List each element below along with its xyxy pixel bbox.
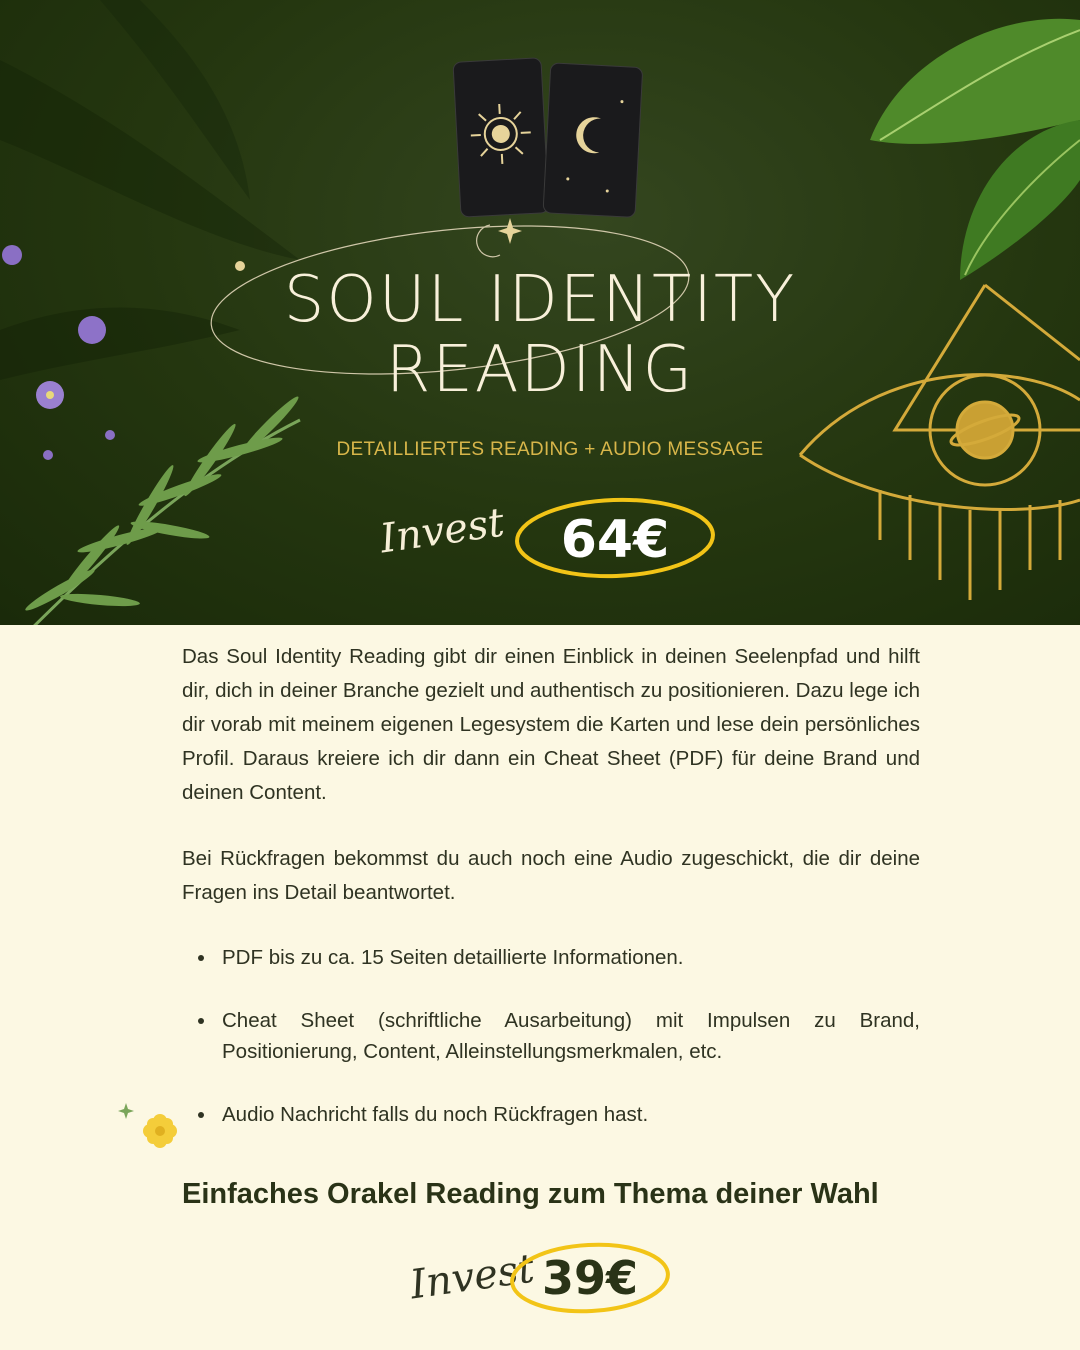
title-line-2: READING: [385, 333, 695, 407]
offer-heading: Einfaches Orakel Reading zum Thema deiner Wahl: [182, 1178, 879, 1210]
leaf-icon: [870, 19, 1080, 280]
subtitle: DETAILLIERTES READING + AUDIO MESSAGE: [336, 439, 764, 460]
description-paragraph-2: Bei Rückfragen bekommst du auch noch eine Audio zugeschickt, die dir deine Fragen ins Detail beantwortet.: [182, 847, 920, 904]
tarot-sun-card-icon: [453, 58, 549, 217]
hero-banner: [0, 0, 1080, 625]
description: [182, 640, 920, 1162]
invest-label-2: Invest: [407, 1245, 538, 1309]
orbit-dot: [235, 261, 245, 271]
sparkle-icon: [118, 1103, 134, 1119]
title-line-1: SOUL IDENTITY: [283, 263, 797, 337]
flower-icon: [143, 1114, 177, 1148]
sparkle-icon: [498, 218, 522, 244]
page-title: [250, 265, 830, 405]
list-item: Cheat Sheet (schriftliche Ausarbeitung) mit Impulsen zu Brand, Positionierung, Content, Alleinstellungsmerkmalen, etc.: [182, 1005, 920, 1067]
list-item: PDF bis zu ca. 15 Seiten detaillierte Informationen.: [182, 942, 920, 973]
price-secondary: 39€: [541, 1251, 639, 1305]
price-main: 64€: [560, 510, 670, 570]
tarot-moon-card-icon: [543, 63, 643, 218]
invest-label: Invest: [377, 499, 508, 563]
flower-decoration: [110, 1095, 190, 1165]
rosemary-leaves: [23, 393, 302, 614]
feature-list: [182, 942, 920, 1130]
list-item: Audio Nachricht falls du noch Rückfragen hast.: [182, 1099, 920, 1130]
description-paragraph-1: Das Soul Identity Reading gibt dir einen Einblick in deinen Seelenpfad und hilft dir, dich in deiner Branche gezielt und authentisch zu positionieren. Dazu lege ich dir vorab mit meinem eigenen Legesystem die Karten und lese dein persönliches Profil. Daraus kreiere ich dir dann ein Cheat Sheet (PDF) für deine Brand und deinen Content.: [182, 645, 920, 804]
